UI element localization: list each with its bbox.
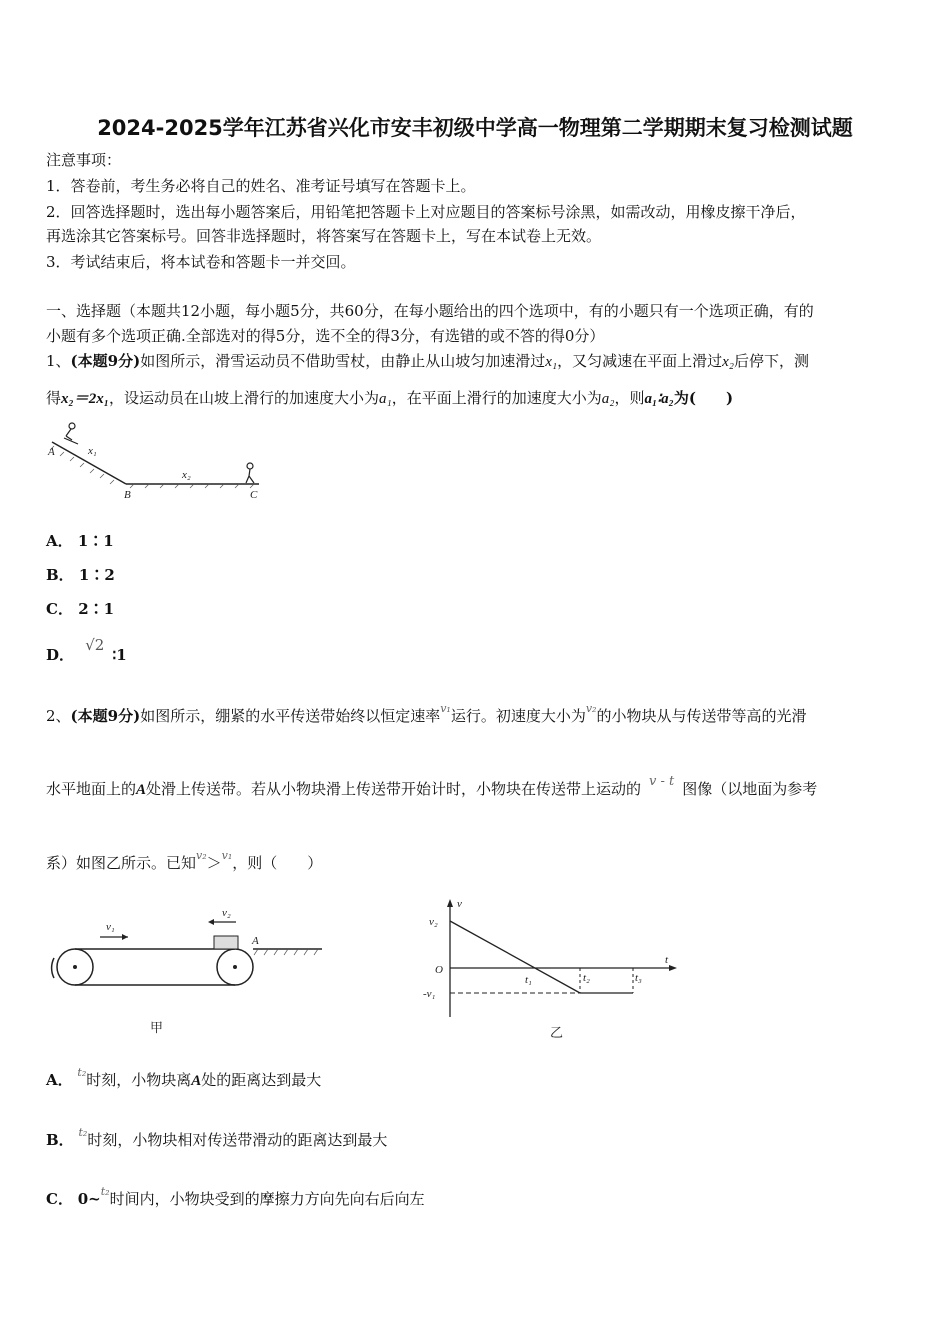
stem-text: 图像（以地面为参考 [682,780,818,798]
var-t2: t₂ [77,1066,87,1079]
option-text: 1∶2 [78,566,115,584]
origin-label: O [435,964,443,976]
stem-text: 为( ) [673,389,734,407]
stem-text: 得 [46,389,62,407]
tick-t3: t₃ [635,972,642,984]
conveyor-figure [40,900,330,1040]
var-t2: t₂ [100,1185,110,1198]
tick-t1: t₁ [525,974,532,986]
option-label: A． [46,532,73,550]
vt-graph-figure [395,895,685,1045]
var-a1: a₁ [379,391,392,407]
stem-text: 后停下，测 [733,352,809,370]
option-label: A． [46,1071,73,1089]
question-score: (本题9分) [70,352,141,370]
tick-neg-v1: -v₁ [423,988,436,1000]
stem-text: 系）如图乙所示。已知 [46,854,197,872]
stem-text: 的小物块从与传送带等高的光滑 [596,707,807,725]
option-C[interactable] [46,599,114,619]
question-2-stem [46,702,807,728]
option-B[interactable] [46,1126,388,1152]
option-label: B． [46,566,74,584]
notice-heading: 注意事项： [46,151,122,169]
notice-item: 2．回答选择题时，选出每小题答案后，用铅笔把答题卡上对应题目的答案标号涂黑，如需改动，用橡皮擦干净后， [46,203,806,221]
stem-text: 水平地面上的 [46,780,137,798]
option-label: C． [46,1190,73,1208]
var-v1: v₁ [221,849,233,862]
option-C[interactable] [46,1185,425,1211]
figure-caption: 甲 [150,1020,164,1035]
question-1-stem [46,351,809,372]
tick-v2: v₂ [429,916,438,928]
var-vt: v - t [649,774,675,789]
stem-text: 处滑上传送带。若从小物块滑上传送带开始计时，小物块在传送带上运动的 [146,780,642,798]
option-text: 1∶1 [77,532,114,550]
option-D[interactable] [46,636,127,665]
option-text: 处的距离达到最大 [201,1071,322,1089]
var-A: A [191,1073,202,1089]
label-A: A [48,446,55,458]
notice-item: 再选涂其它答案标号。回答非选择题时，将答案写在答题卡上，写在本试卷上无效。 [46,227,602,245]
equation: x₂＝2x₁ [61,391,109,407]
stem-text: 如图所示，滑雪运动员不借助雪杖，由静止从山坡匀加速滑过 [140,352,546,370]
var-t2: t₂ [78,1126,88,1139]
stem-text: ，则（ ） [232,854,323,872]
stem-text: ，在平面上滑行的加速度大小为 [391,389,602,407]
var-A: A [136,782,147,798]
option-prefix: 0~ [77,1190,101,1208]
option-text: 时刻，小物块离 [86,1071,192,1089]
ratio: a₁∶a₂ [644,391,674,407]
skier-icon [246,463,254,483]
label-v1: v₁ [106,921,115,933]
stem-text: ，又匀减速在平面上滑过 [557,352,723,370]
stem-text: ，设运动员在山坡上滑行的加速度大小为 [108,389,379,407]
question-number: 2、 [46,707,71,725]
figure-caption: 乙 [550,1025,564,1040]
var-x1: x₁ [545,354,558,370]
axis-label-t: t [665,954,669,966]
option-A[interactable] [46,531,114,551]
notice-item: 3．考试结束后，将本试卷和答题卡一并交回。 [46,253,356,271]
greater-than: ＞ [206,854,222,872]
label-C: C [250,489,258,501]
notice-item: 1．答卷前，考生务必将自己的姓名、准考证号填写在答题卡上。 [46,177,476,195]
question-2-stem-3 [46,849,323,875]
var-v2: v₂ [196,849,207,862]
question-1-stem-2 [46,388,733,409]
label-B: B [124,489,131,501]
var-v1: v₁ [440,702,451,715]
var-a2: a₂ [601,391,615,407]
question-score: (本题9分) [70,707,141,725]
label-x1: x₁ [88,445,97,457]
page-title: 2024-2025学年江苏省兴化市安丰初级中学高一物理第二学期期末复习检测试题 [97,116,853,140]
stem-text: ，则 [614,389,645,407]
var-x2: x₂ [722,354,734,370]
option-text: ∶1 [112,646,127,664]
skier-icon [64,423,78,444]
question-2-stem-2 [46,774,818,801]
section-instructions: 一、选择题（本题共12小题，每小题5分，共60分，在每小题给出的四个选项中，有的小题只有一个选项正确，有的 [46,302,814,320]
stem-text: 运行。初速度大小为 [450,707,586,725]
label-A: A [252,935,259,947]
option-B[interactable] [46,565,115,585]
axis-label-v: v [457,898,462,910]
sqrt-2: √2 [85,636,105,654]
option-text: 时间内，小物块受到的摩擦力方向先向右后向左 [109,1190,425,1208]
option-text: 2∶1 [78,600,115,618]
label-x2: x₂ [182,469,191,481]
stem-text: 如图所示，绷紧的水平传送带始终以恒定速率 [140,707,441,725]
option-text: 时刻，小物块相对传送带滑动的距离达到最大 [87,1131,388,1149]
option-A[interactable] [46,1066,322,1092]
label-v2: v₂ [222,907,231,919]
tick-t2: t₂ [583,972,590,984]
option-label: B． [46,1131,74,1149]
var-v2: v₂ [585,702,597,715]
option-label: C． [46,600,73,618]
section-instructions: 小题有多个选项正确.全部选对的得5分，选不全的得3分，有选错的或不答的得0分） [46,327,605,345]
ski-slope-figure [44,420,269,505]
question-number: 1、 [46,352,71,370]
option-label: D． [46,646,75,664]
